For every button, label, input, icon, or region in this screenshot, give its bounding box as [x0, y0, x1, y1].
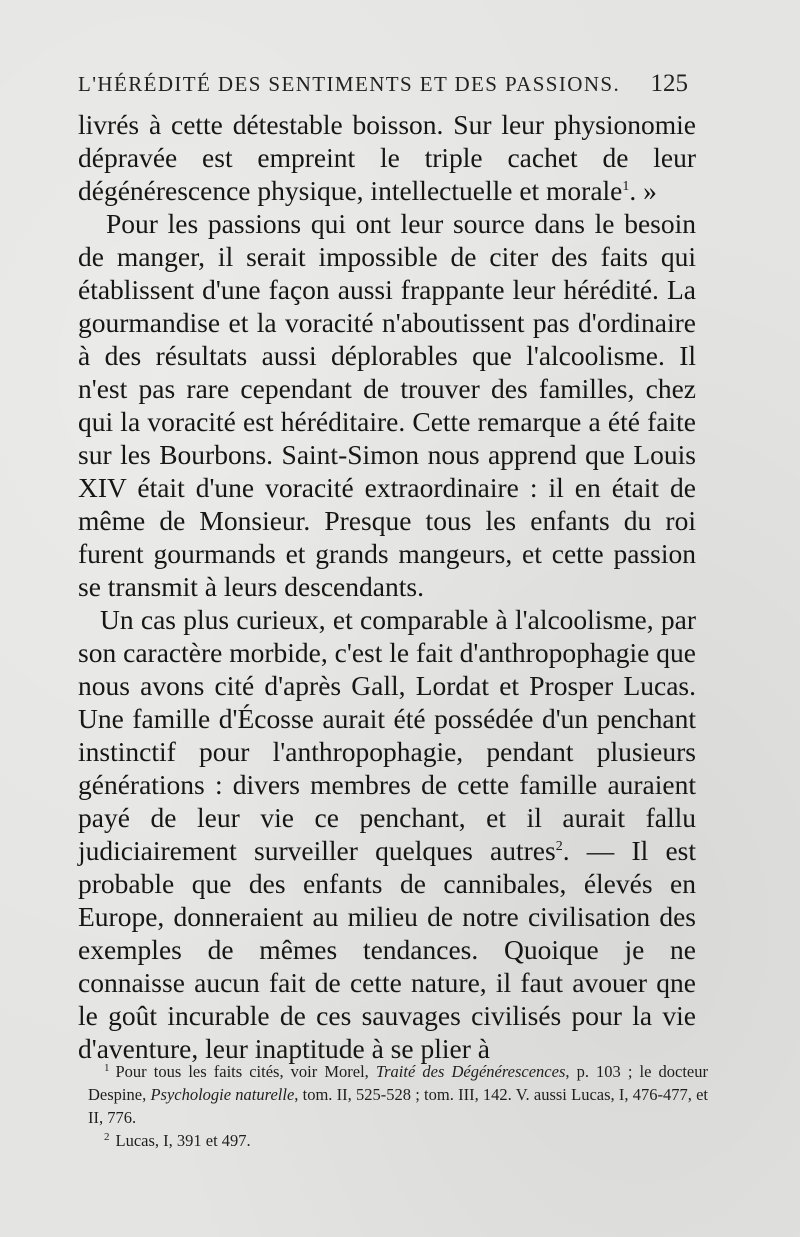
paragraph-3-end: . — Il est probable que des enfants de cannibales, élevés en Europe, donneraient au milieu de notre civilisation des exemples de mêmes tendances. Quoique je ne connaisse aucun fait de cette nature, il faut avouer qne le goût incurable de ces sauvages civilisés pour la vie d'aventure, leur inaptitude à se plier à — [78, 835, 696, 1064]
paragraph-3 — [78, 603, 696, 1065]
footnote-2-mark: 2 — [104, 1131, 110, 1143]
footnote-ref-1[interactable]: 1 — [622, 179, 630, 194]
footnote-1-title-1: Traité des Dégénérescences — [375, 1062, 566, 1081]
paragraph-1-end: . » — [629, 175, 657, 206]
footnote-1-part-c: , tom. II, 525-528 ; tom. III, 142. V. aussi Lucas, I, 476-477, et II, 776. — [88, 1085, 708, 1127]
footnote-ref-2[interactable]: 2 — [555, 839, 563, 854]
footnote-1-part-a: Pour tous les faits cités, voir Morel, — [115, 1062, 376, 1081]
footnote-1-part-b: , p. 103 ; le docteur Despine, — [88, 1062, 708, 1104]
running-head — [78, 70, 688, 106]
paragraph-1-text: livrés à cette détestable boisson. Sur leur physionomie dépravée est empreint le triple cachet de leur dégénérescence physique, intellectuelle et morale — [78, 109, 696, 206]
footnote-1-mark: 1 — [104, 1062, 110, 1074]
footnote-1 — [88, 1060, 708, 1129]
paragraph-2: Pour les passions qui ont leur source dans le besoin de manger, il serait impossible de citer des faits qui établissent d'une façon aussi frappante leur hérédité. La gourmandise et la voracité n'aboutissent pas d'ordinaire à des résultats aussi déplorables que l'alcoolisme. Il n'est pas rare cependant de trouver des familles, chez qui la voracité est héréditaire. Cette remarque a été faite sur les Bourbons. Saint-Simon nous apprend que Louis XIV était d'une voracité extraordinaire : il en était de même de Monsieur. Presque tous les enfants du roi furent gourmands et grands mangeurs, et cette passion se transmit à leurs descendants. — [78, 208, 696, 602]
footnotes — [88, 1060, 708, 1152]
paragraph-continuation — [78, 108, 696, 207]
footnote-1-title-2: Psychologie naturelle — [150, 1085, 295, 1104]
page-number: 125 — [650, 70, 688, 97]
paragraph-3-text: Un cas plus curieux, et comparable à l'alcoolisme, par son caractère morbide, c'est le fait d'anthropophagie que nous avons cité d'après Gall, Lordat et Prosper Lucas. Une famille d'Écosse aurait été possédée d'un penchant instinctif pour l'anthropophagie, pendant plusieurs générations : divers membres de cette famille auraient payé de leur vie ce penchant, et il aurait fallu judiciairement surveiller quelques autres — [78, 604, 696, 866]
footnote-2 — [88, 1129, 708, 1152]
footnote-2-text: Lucas, I, 391 et 497. — [115, 1131, 251, 1150]
running-title: L'HÉRÉDITÉ DES SENTIMENTS ET DES PASSIONS. — [78, 72, 621, 96]
main-text — [78, 108, 696, 1065]
